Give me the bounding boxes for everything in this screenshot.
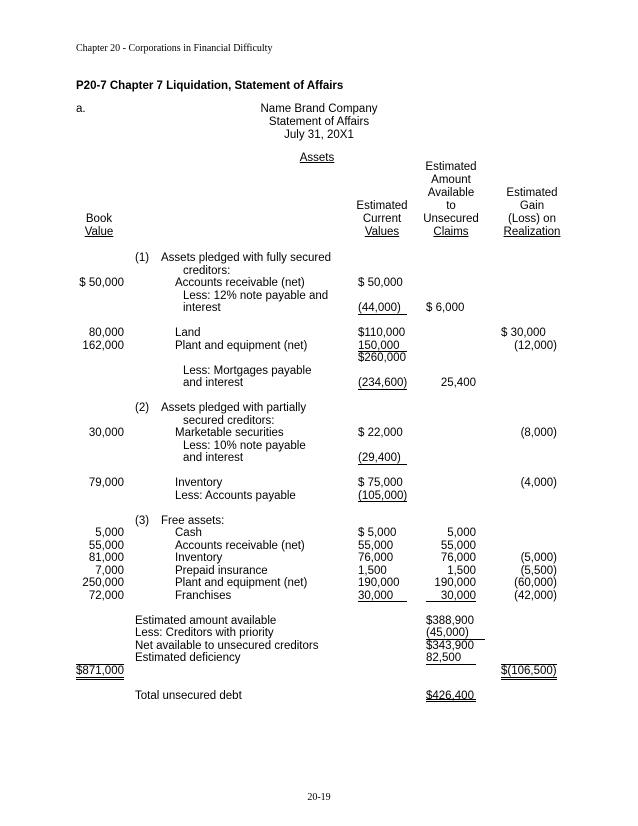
problem-title: P20-7 Chapter 7 Liquidation, Statement of Affairs: [76, 80, 344, 92]
gain-loss-cell: (8,000): [520, 427, 557, 439]
header-line: Amount: [431, 174, 471, 186]
row-label: Accounts receivable (net): [175, 540, 305, 552]
current-value-cell: $ 5,000: [358, 527, 397, 539]
rule-book-total: [76, 664, 124, 665]
available-cell: $388,900: [426, 615, 474, 627]
current-value-cell: $ 75,000: [358, 477, 403, 489]
available-cell: $426,400: [426, 690, 474, 702]
book-value-cell: 30,000: [88, 427, 124, 439]
book-value-cell: 162,000: [82, 340, 124, 352]
row-label: Plant and equipment (net): [175, 577, 308, 589]
available-cell: 55,000: [440, 540, 476, 552]
book-value-cell: 250,000: [82, 577, 124, 589]
underline-mortgages: [358, 389, 407, 390]
current-value-cell: (29,400): [358, 452, 401, 464]
double-rule-unsecured-debt: [426, 699, 476, 702]
available-cell: 190,000: [434, 577, 476, 589]
book-value-cell: 7,000: [95, 565, 124, 577]
row-label: Cash: [175, 527, 202, 539]
underline-receivable-note: [358, 314, 407, 315]
underline-accounts-payable: [358, 501, 407, 502]
double-rule-book-total: [76, 677, 124, 680]
header-line: Current: [362, 213, 402, 225]
underline-deficiency: [426, 664, 476, 665]
gain-loss-cell: (60,000): [514, 577, 557, 589]
book-value-cell: 80,000: [88, 327, 124, 339]
double-rule-gain-total: [501, 677, 557, 680]
row-label: Less: Mortgages payable: [183, 365, 312, 377]
header-line: Available: [427, 187, 475, 199]
section-heading: Assets: [299, 152, 335, 164]
underline-free-assets-available: [426, 601, 476, 602]
gain-loss-cell: $(106,500): [501, 665, 557, 677]
row-label: Less: Accounts payable: [175, 490, 296, 502]
header-line: Estimated: [506, 187, 558, 199]
available-cell: 1,500: [447, 565, 476, 577]
header-line: Gain: [519, 200, 545, 212]
row-label: and interest: [183, 452, 244, 464]
book-value-cell: 81,000: [88, 552, 124, 564]
row-label: Accounts receivable (net): [175, 277, 305, 289]
row-label: Net available to unsecured creditors: [135, 640, 319, 652]
gain-loss-cell: (5,500): [520, 565, 557, 577]
book-value-cell: 55,000: [88, 540, 124, 552]
current-value-cell: 30,000: [358, 590, 394, 602]
book-value-cell: 5,000: [95, 527, 124, 539]
statement-date: July 31, 20X1: [284, 129, 354, 141]
header-line: Value: [84, 226, 114, 238]
header-line: to: [446, 200, 456, 212]
available-cell: $ 6,000: [426, 302, 465, 314]
row-label: creditors:: [183, 265, 231, 277]
current-value-cell: 76,000: [358, 552, 394, 564]
header-line: Book: [85, 213, 113, 225]
row-label: Land: [175, 327, 201, 339]
underline-ten-percent-note: [358, 464, 407, 465]
rule-gain-total: [501, 664, 557, 665]
row-label: Franchises: [175, 590, 232, 602]
available-cell: 5,000: [447, 527, 476, 539]
current-value-cell: $ 50,000: [358, 277, 403, 289]
row-label: Less: Creditors with priority: [135, 627, 274, 639]
row-label: Estimated amount available: [135, 615, 277, 627]
current-value-cell: (44,000): [358, 302, 401, 314]
underline-priority: [426, 639, 485, 640]
book-value-cell: $ 50,000: [79, 277, 124, 289]
row-label: Inventory: [175, 477, 223, 489]
category-number: (3): [135, 515, 150, 527]
underline-plant-equipment: [358, 351, 407, 352]
row-label: Prepaid insurance: [175, 565, 268, 577]
header-line: (Loss) on: [508, 213, 556, 225]
row-label: secured creditors:: [183, 415, 275, 427]
row-label: Free assets:: [161, 515, 225, 527]
statement-name: Statement of Affairs: [268, 116, 370, 128]
header-line: Unsecured: [423, 213, 479, 225]
gain-loss-cell: (5,000): [520, 552, 557, 564]
page-number: 20-19: [307, 792, 331, 803]
available-cell: $343,900: [426, 640, 474, 652]
row-label: Less: 12% note payable and: [183, 290, 329, 302]
current-value-cell: (234,600): [358, 377, 408, 389]
gain-loss-cell: (12,000): [514, 340, 557, 352]
gain-loss-cell: $ 30,000: [501, 327, 546, 339]
row-label: Less: 10% note payable: [183, 440, 306, 452]
current-value-cell: 150,000: [358, 340, 400, 352]
underline-free-assets-current: [358, 601, 407, 602]
available-cell: (45,000): [426, 627, 469, 639]
book-value-cell: $871,000: [76, 665, 124, 677]
row-label: Plant and equipment (net): [175, 340, 308, 352]
current-value-cell: (105,000): [358, 490, 408, 502]
gain-loss-cell: (4,000): [520, 477, 557, 489]
current-value-cell: $ 22,000: [358, 427, 403, 439]
available-cell: 25,400: [440, 377, 476, 389]
row-label: Inventory: [175, 552, 223, 564]
current-value-cell: 1,500: [358, 565, 387, 577]
book-value-cell: 79,000: [88, 477, 124, 489]
header-line: Estimated: [356, 200, 408, 212]
part-label: a.: [76, 103, 86, 115]
category-number: (2): [135, 402, 150, 414]
header-line: Values: [364, 226, 400, 238]
book-value-cell: 72,000: [88, 590, 124, 602]
row-label: Marketable securities: [175, 427, 284, 439]
gain-loss-cell: (42,000): [514, 590, 557, 602]
current-value-cell: 55,000: [358, 540, 394, 552]
header-line: Realization: [503, 226, 561, 238]
current-value-cell: 190,000: [358, 577, 400, 589]
row-label: and interest: [183, 377, 244, 389]
running-header: Chapter 20 - Corporations in Financial Difficulty: [76, 43, 273, 54]
row-label: Estimated deficiency: [135, 652, 241, 664]
row-label: Total unsecured debt: [135, 690, 242, 702]
company-name: Name Brand Company: [260, 103, 378, 115]
available-cell: 76,000: [440, 552, 476, 564]
header-line: Estimated: [425, 161, 477, 173]
category-number: (1): [135, 252, 150, 264]
current-value-cell: $260,000: [358, 352, 406, 364]
available-cell: 30,000: [440, 590, 476, 602]
current-value-cell: $110,000: [358, 327, 406, 339]
header-line: Claims: [433, 226, 469, 238]
available-cell: 82,500: [426, 652, 462, 664]
row-label: Assets pledged with fully secured: [161, 252, 332, 264]
row-label: Assets pledged with partially: [161, 402, 307, 414]
row-label: interest: [183, 302, 221, 314]
